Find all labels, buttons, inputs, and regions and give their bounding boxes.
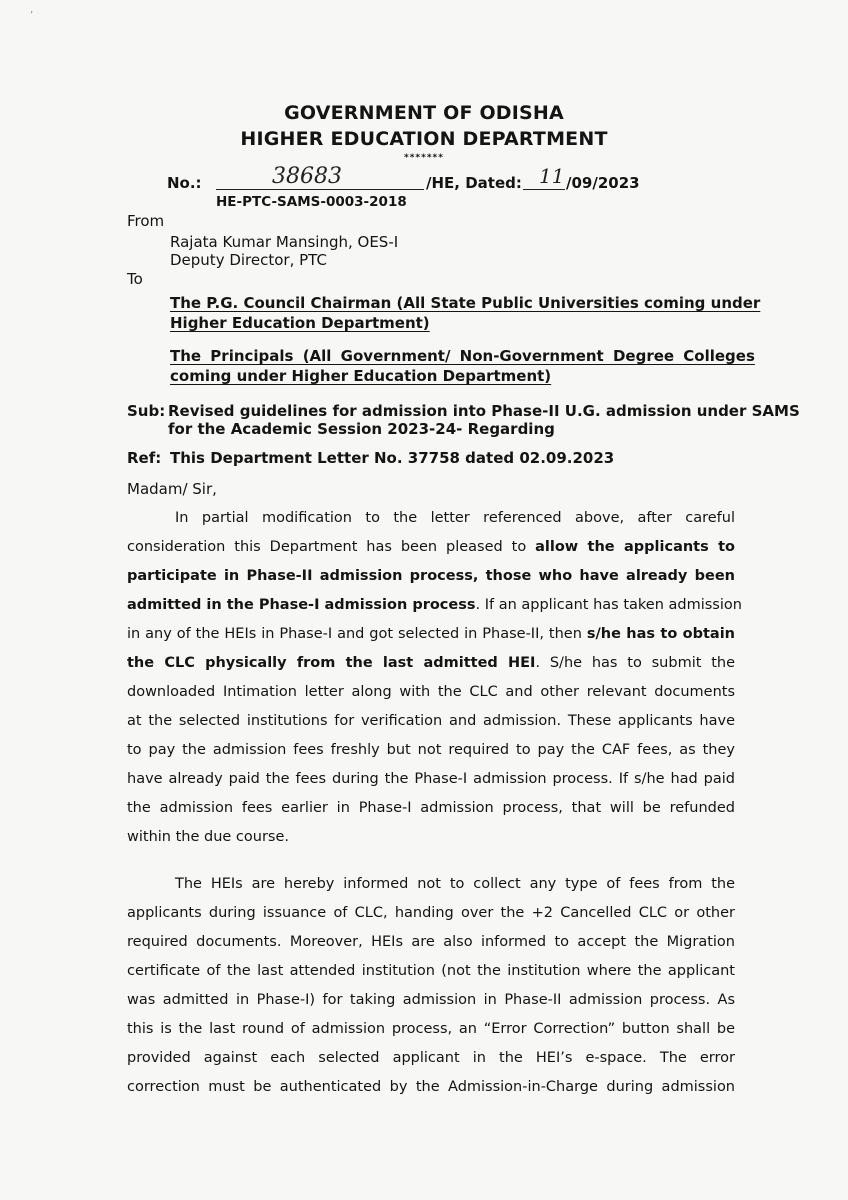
recipient-pg-council-line1: The P.G. Council Chairman (All State Public Universities coming under [170,294,761,312]
p2-line: applicants during issuance of CLC, handing over the +2 Cancelled CLC or other [127,905,735,921]
p1-line: In partial modification to the letter referenced above, after careful [175,510,735,526]
reference-text: This Department Letter No. 37758 dated 02.09.2023 [170,449,615,467]
government-heading: GOVERNMENT OF ODISHA [284,102,564,124]
p2-line: provided against each selected applicant in the HEI’s e-space. The error [127,1050,735,1066]
letter-number-label: No.: [167,174,202,192]
p2-line: certificate of the last attended institution (not the institution where the applicant [127,963,735,979]
recipient-principals [170,347,755,385]
recipient-principals-line1: The Principals (All Government/ Non-Government Degree Colleges [170,347,755,365]
header-divider-stars: ******* [404,153,444,163]
p2-line: required documents. Moreover, HEIs are also informed to accept the Migration [127,934,735,950]
body-paragraph-1 [127,504,742,852]
p1-line: consideration this Department has been pleased to allow the applicants to [127,539,735,555]
p2-line: this is the last round of admission process, an “Error Correction” button shall be [127,1021,735,1037]
p1-line: to pay the admission fees freshly but not required to pay the CAF fees, as they [127,742,735,758]
date-month-year: /09/2023 [566,174,640,192]
p1-line: downloaded Intimation letter along with the CLC and other relevant documents [127,684,735,700]
date-day-handwritten: 11 [539,164,565,188]
subject-line2: for the Academic Session 2023-24- Regarding [168,420,555,438]
recipient-pg-council [170,294,761,332]
sender-name: Rajata Kumar Mansingh, OES-I [170,233,399,251]
p1-line: in any of the HEIs in Phase-I and got selected in Phase-II, then s/he has to obtain [127,626,736,642]
letter-number-handwritten: 38683 [272,164,342,189]
department-heading: HIGHER EDUCATION DEPARTMENT [240,128,608,150]
recipient-pg-council-line2: Higher Education Department) [170,314,430,332]
p2-line: The HEIs are hereby informed not to collect any type of fees from the [175,876,735,892]
p1-line: have already paid the fees during the Phase-I admission process. If s/he had paid [127,771,735,787]
p1-line: at the selected institutions for verification and admission. These applicants have [127,713,735,729]
p2-line: correction must be authenticated by the Admission-in-Charge during admission [127,1079,735,1095]
p1-line: the admission fees earlier in Phase-I admission process, that will be refunded [127,800,735,816]
scan-mark: ’ [30,10,34,21]
subject-line1: Revised guidelines for admission into Phase-II U.G. admission under SAMS [168,402,800,420]
subject-label: Sub: [127,402,166,420]
p1-line: participate in Phase-II admission process, those who have already been [127,568,735,584]
recipient-principals-line2: coming under Higher Education Department) [170,367,552,385]
from-label: From [127,212,165,230]
p1-line: the CLC physically from the last admitted HEI. S/he has to submit the [127,655,735,671]
reference-label: Ref: [127,449,162,467]
p1-line: admitted in the Phase-I admission process. If an applicant has taken admission [127,597,742,613]
p1-line: within the due course. [127,829,289,845]
body-paragraph-2 [127,870,735,1102]
file-reference: HE-PTC-SAMS-0003-2018 [216,194,407,210]
p2-line: was admitted in Phase-I) for taking admission in Phase-II admission process. As [127,992,735,1008]
letter-number-suffix: /HE, Dated: [426,174,522,192]
salutation: Madam/ Sir, [127,480,217,498]
sender-designation: Deputy Director, PTC [170,251,327,269]
to-label: To [127,270,143,288]
